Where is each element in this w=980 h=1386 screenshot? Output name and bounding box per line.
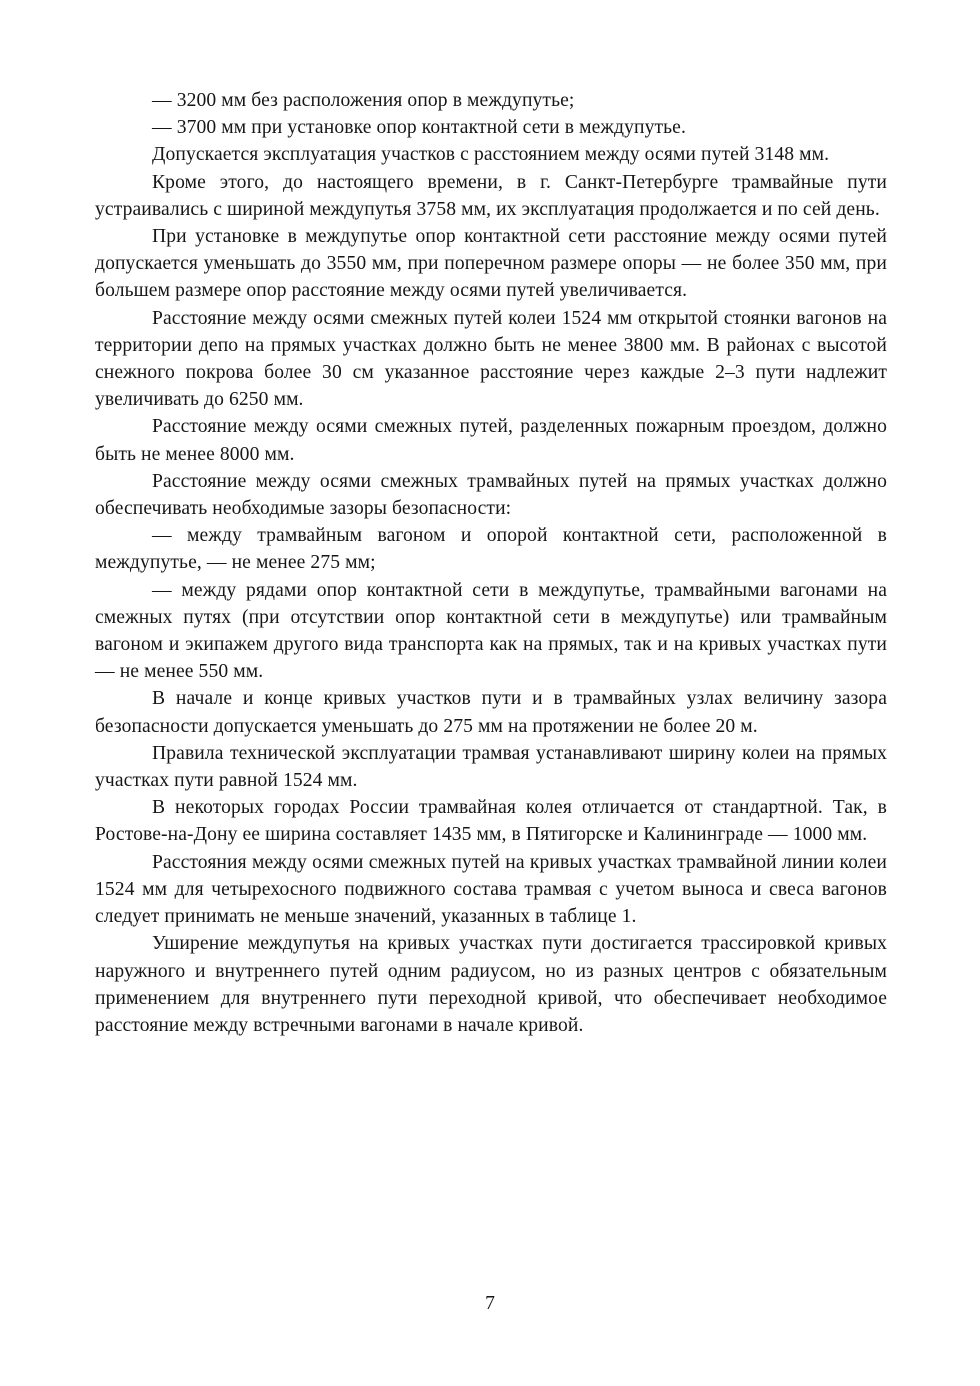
list-item-dash: — 3200 мм без расположения опор в междупутье; <box>152 90 575 111</box>
list-item-dash: — между рядами опор контактной сети в междупутье, трамвайными вагонами на смежных путях (при отсутствии опор контактной сети в междупутье) или трамвайным вагоном и экипажем другого вида транспорта как на прямых, так и на кривых участках пути — не менее 550 мм. <box>95 579 887 683</box>
paragraph: В начале и конце кривых участков пути и в трамвайных узлах величину зазора безопасности допускается уменьшать до 275 мм на протяжении не более 20 м. <box>95 688 887 737</box>
paragraph: При установке в междупутье опор контактной сети расстояние между осями путей допускается уменьшать до 3550 мм, при поперечном размере опоры — не более 350 мм, при большем размере опор расстояние между осями путей увеличивается. <box>95 226 887 302</box>
page-body <box>95 87 887 1039</box>
paragraph: Допускается эксплуатация участков с расстоянием между осями путей 3148 мм. <box>152 144 830 166</box>
paragraph: В некоторых городах России трамвайная колея отличается от стандартной. Так, в Ростове-на-Дону ее ширина составляет 1435 мм, в Пятигорске и Калининграде — 1000 мм. <box>95 797 887 846</box>
paragraph: Расстояние между осями смежных трамвайных путей на прямых участках должно обеспечивать необходимые зазоры безопасности: <box>95 470 887 520</box>
list-item-dash: — между трамвайным вагоном и опорой контактной сети, расположенной в междупутье, — не менее 275 мм; <box>95 525 887 574</box>
paragraph: Расстояние между осями смежных путей колеи 1524 мм открытой стоянки вагонов на территории депо на прямых участках должно быть не менее 3800 мм. В районах с высотой снежного покрова более 30 см указанное расстояние через каждые 2–3 пути надлежит увеличивать до 6250 мм. <box>95 307 887 411</box>
paragraph: Расстояния между осями смежных путей на кривых участках трамвайной линии колеи 1524 мм для четырехосного подвижного состава трамвая с учетом выноса и свеса вагонов следует принимать не меньше значений, указанных в таблице 1. <box>95 851 887 928</box>
paragraph: Расстояние между осями смежных путей, разделенных пожарным проездом, должно быть не менее 8000 мм. <box>95 416 887 465</box>
paragraph: Правила технической эксплуатации трамвая устанавливают ширину колеи на прямых участках пути равной 1524 мм. <box>95 742 887 792</box>
paragraph: Уширение междупутья на кривых участках пути достигается трассировкой кривых наружного и внутреннего путей одним радиусом, но из разных центров с обязательным применением для внутреннего пути переходной кривой, что обеспечивает необходимое расстояние между встречными вагонами в начале кривой. <box>95 933 887 1036</box>
list-item-dash: — 3700 мм при установке опор контактной сети в междупутье. <box>152 117 686 139</box>
page-number: 7 <box>485 1293 495 1314</box>
paragraph: Кроме этого, до настоящего времени, в г. Санкт-Петербурге трамвайные пути устраивались с шириной междупутья 3758 мм, их эксплуатация продолжается и по сей день. <box>95 171 887 220</box>
